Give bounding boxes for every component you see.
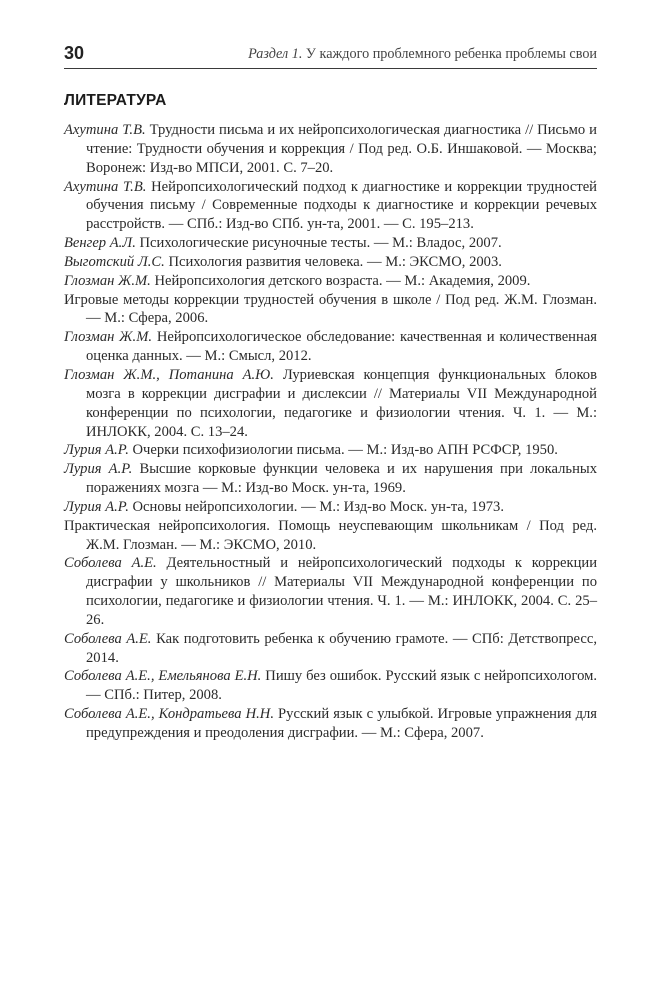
reference-text: Деятельностный и нейропсихологический подходы к коррекции дисграфии у школьников // Материалы VII Международной конференции по психологии, педагогике и физиологии чтения. Ч. 1. — М.: ИНЛОКК, 2004. С. 25–26. [86,555,597,628]
reference-text: Высшие корковые функции человека и их нарушения при локальных поражениях мозга — М.: Изд-во Моск. ун-та, 1969. [86,461,597,497]
reference-author: Глозман Ж.М., Потанина А.Ю. [64,366,274,383]
page-number: 30 [64,43,85,63]
reference-author: Выготский Л.С. [64,253,165,270]
reference-item [64,328,597,366]
reference-author: Венгер А.Л. [64,235,136,252]
reference-item [64,366,597,441]
reference-item [64,460,597,498]
reference-text: Нейропсихологическое обследование: качественная и количественная оценка данных. — М.: Смысл, 2012. [86,329,597,365]
reference-author: Соболева А.Е. [64,630,152,647]
running-head-section: Раздел 1. [248,46,303,62]
reference-author: Глозман Ж.М. [64,272,151,289]
reference-text: Нейропсихологический подход к диагностике и коррекции трудностей обучения письму / Современные подходы к диагностике и коррекции речевых расстройств. — СПб.: Изд-во СПб. ун-та, 2001. — С. 195–213. [86,178,597,233]
reference-item [64,705,597,743]
reference-text: Практическая нейропсихология. Помощь неуспевающим школьникам / Под ред. Ж.М. Глозман. — М.: ЭКСМО, 2010. [64,517,597,553]
reference-author: Соболева А.Е. [64,555,157,572]
reference-item [64,517,597,555]
reference-text: Трудности письма и их нейропсихологическая диагностика // Письмо и чтение: Трудности обучения и коррекция / Под ред. О.Б. Иншаковой. — Москва; Воронеж: Изд-во МПСИ, 2001. С. 7–20. [86,122,597,176]
reference-item [64,121,597,178]
reference-text: Луриевская концепция функциональных блоков мозга в коррекции дисграфии и дислексии // Материалы VII Международной конференции по психологии, педагогике и физиологии чтения. Ч. 1. — М.: ИНЛОКК, 2004. С. 13–24. [86,366,597,440]
reference-item [64,178,597,235]
reference-item [64,554,597,629]
reference-author: Ахутина Т.В. [64,178,147,195]
reference-item [64,630,597,668]
reference-author: Соболева А.Е., Кондратьева Н.Н. [64,706,274,723]
reference-author: Лурия А.Р. [64,461,133,478]
reference-text: Пишу без ошибок. Русский язык с нейропсихологом. — СПб.: Питер, 2008. [86,668,597,704]
reference-author: Лурия А.Р. [64,498,129,515]
reference-text: Психологические рисуночные тесты. — М.: Владос, 2007. [139,235,502,252]
reference-item [64,291,597,329]
section-title: ЛИТЕРАТУРА [64,92,167,109]
reference-item [64,667,597,705]
reference-list [64,121,597,743]
reference-text: Русский язык с улыбкой. Игровые упражнения для предупреждения и преодоления дисграфии. — М.: Сфера, 2007. [86,706,597,741]
reference-text: Очерки психофизиологии письма. — М.: Изд-во АПН РСФСР, 1950. [132,442,558,459]
reference-author: Ахутина Т.В. [64,122,146,138]
reference-author: Глозман Ж.М. [64,329,152,346]
reference-text: Нейропсихология детского возраста. — М.: Академия, 2009. [154,272,531,289]
reference-text: Игровые методы коррекции трудностей обучения в школе / Под ред. Ж.М. Глозман. — М.: Сфера, 2006. [64,291,597,327]
reference-item [64,234,597,253]
running-head-title: У каждого проблемного ребенка проблемы свои [305,46,597,62]
running-head [248,44,597,64]
reference-text: Основы нейропсихологии. — М.: Изд-во Моск. ун-та, 1973. [132,498,505,515]
page-header [64,42,597,69]
reference-item [64,498,597,517]
reference-item [64,441,597,460]
reference-text: Как подготовить ребенка к обучению грамоте. — СПб: Детствопресс, 2014. [86,630,598,666]
reference-item [64,272,597,291]
reference-text: Психология развития человека. — М.: ЭКСМО, 2003. [168,253,502,270]
reference-item [64,253,597,272]
reference-author: Лурия А.Р. [64,442,129,459]
reference-author: Соболева А.Е., Емельянова Е.Н. [64,668,262,685]
